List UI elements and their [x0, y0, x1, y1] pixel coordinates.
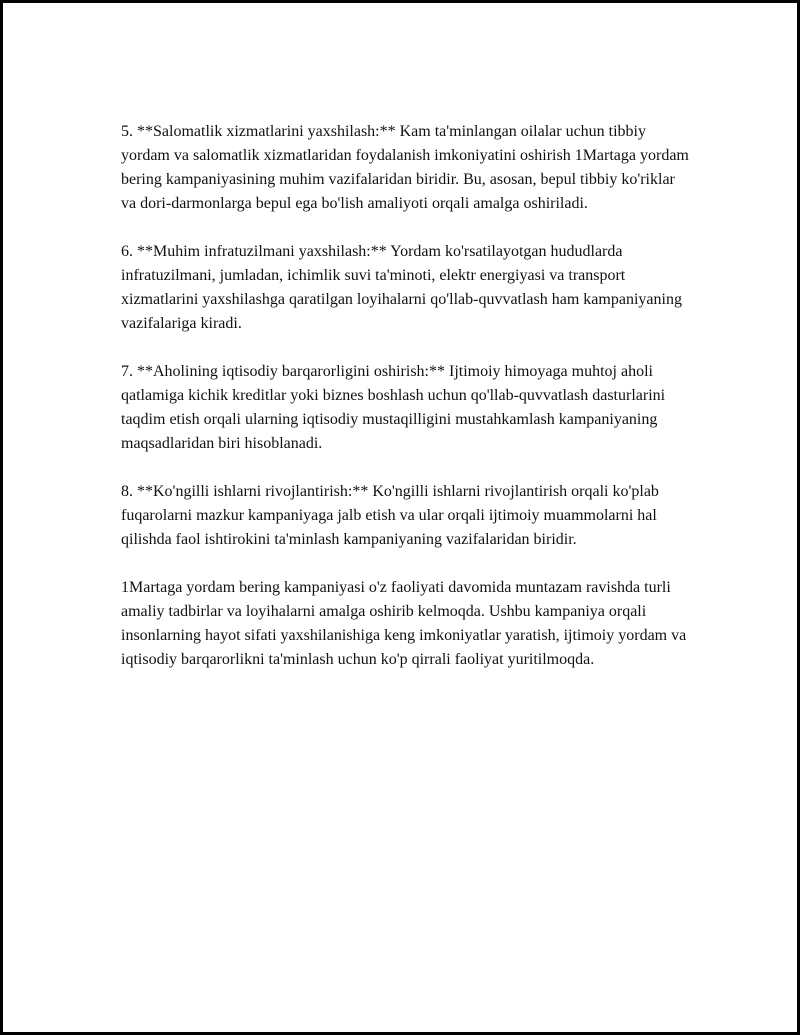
paragraph-item-5: 5. **Salomatlik xizmatlarini yaxshilash:** Kam ta'minlangan oilalar uchun tibbiy yordam va salomatlik xizmatlaridan foydalanish imkoniyatini oshirish 1Martaga yordam bering kampaniyasining muhim vazifalaridan biridir. Bu, asosan, bepul tibbiy ko'riklar va dori-darmonlarga bepul ega bo'lish amaliyoti orqali amalga oshiriladi.	[121, 123, 689, 212]
paragraph-conclusion: 1Martaga yordam bering kampaniyasi o'z faoliyati davomida muntazam ravishda turli amaliy tadbirlar va loyihalarni amalga oshirib kelmoqda. Ushbu kampaniya orqali insonlarning hayot sifati yaxshilanishiga keng imkoniyatlar yaratish, ijtimoiy yordam va iqtisodiy barqarorlikni ta'minlash uchun ko'p qirrali faoliyat yuritilmoqda.	[121, 579, 687, 668]
document-body	[121, 120, 691, 696]
paragraph-item-8: 8. **Ko'ngilli ishlarni rivojlantirish:** Ko'ngilli ishlarni rivojlantirish orqali ko'plab fuqarolarni mazkur kampaniyaga jalb etish va ular orqali ijtimoiy muammolarni hal qilishda faol ishtirokini ta'minlash kampaniyaning vazifalaridan biridir.	[121, 483, 659, 548]
paragraph-item-7: 7. **Aholining iqtisodiy barqarorligini oshirish:** Ijtimoiy himoyaga muhtoj aholi qatlamiga kichik kreditlar yoki biznes boshlash uchun qo'llab-quvvatlash dasturlarini taqdim etish orqali ularning iqtisodiy mustaqilligini mustahkamlash kampaniyaning maqsadlaridan biri hisoblanadi.	[121, 363, 666, 452]
paragraph-item-6: 6. **Muhim infratuzilmani yaxshilash:** Yordam ko'rsatilayotgan hududlarda infratuzilmani, jumladan, ichimlik suvi ta'minoti, elektr energiyasi va transport xizmatlarini yaxshilashga qaratilgan loyihalarni qo'llab-quvvatlash ham kampaniyaning vazifalariga kiradi.	[121, 243, 682, 332]
